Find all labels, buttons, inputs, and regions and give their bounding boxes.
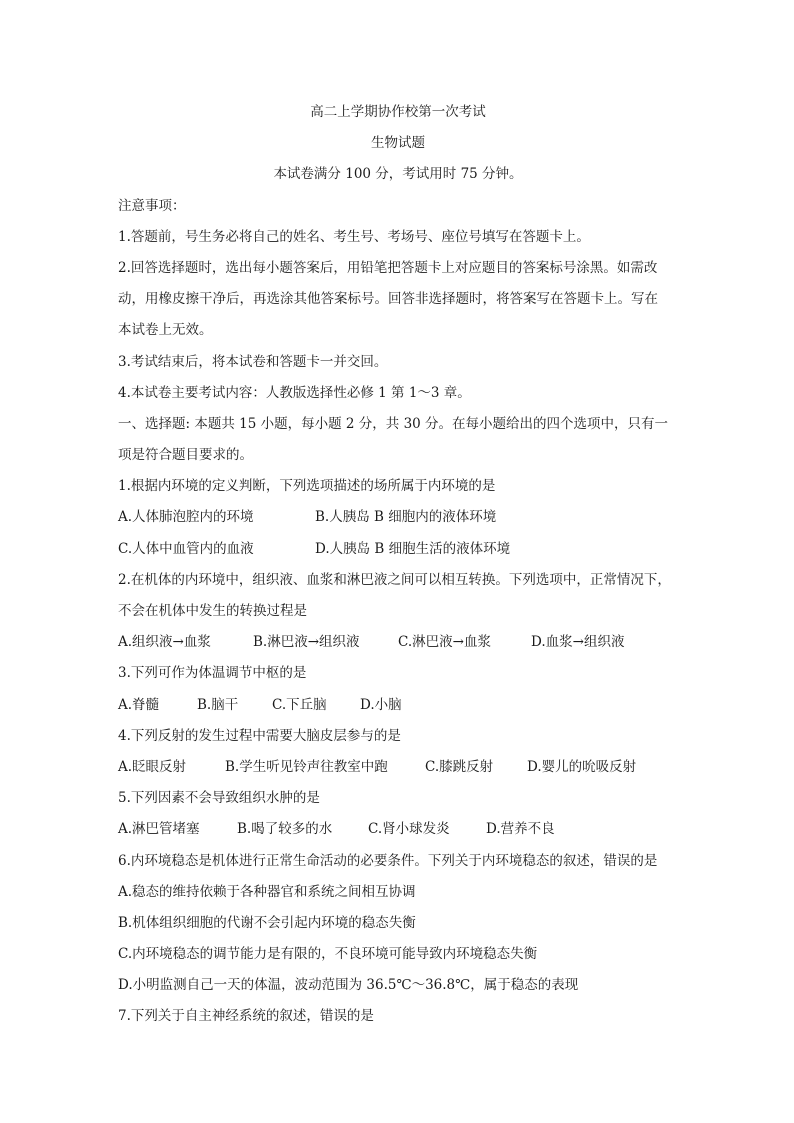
question-6-option-b: B.机体组织细胞的代谢不会引起内环境的稳态失衡 [118,914,416,931]
note-item-1: 1.答题前，号生务必将自己的姓名、考生号、考场号、座位号填写在答题卡上。 [118,228,590,245]
note-item-2-line-2: 动，用橡皮擦干净后，再选涂其他答案标号。回答非选择题时，将答案写在答题卡上。写在 [118,291,658,308]
exam-subject: 生物试题 [371,135,425,152]
question-2-option-c: C.淋巴液→血浆 [398,634,491,651]
question-5-option-b: B.喝了较多的水 [237,821,333,838]
question-5-option-a: A.淋巴管堵塞 [118,821,200,838]
question-6-option-c: C.内环境稳态的调节能力是有限的，不良环境可能导致内环境稳态失衡 [118,946,538,963]
question-6-option-d: D.小明监测自己一天的体温，波动范围为 36.5℃～36.8℃，属于稳态的表现 [118,977,579,994]
question-3-stem: 3.下列可作为体温调节中枢的是 [118,665,307,682]
question-2-options [118,627,678,658]
question-1-option-c: C.人体中血管内的血液 [118,540,254,557]
question-2-option-a: A.组织液→血浆 [118,634,211,651]
question-4-option-d: D.婴儿的吮吸反射 [527,758,637,775]
question-1-options-row-2 [118,534,678,565]
note-item-3: 3.考试结束后，将本试卷和答题卡一并交回。 [118,353,388,370]
question-4-option-b: B.学生听见铃声往教室中跑 [225,758,388,775]
question-6-stem: 6.内环境稳态是机体进行正常生命活动的必要条件。下列关于内环境稳态的叙述，错误的是 [118,852,658,869]
question-5-stem: 5.下列因素不会导致组织水肿的是 [118,790,320,807]
question-1-option-a: A.人体肺泡腔内的环境 [118,509,254,526]
question-3-option-a: A.脊髓 [118,696,160,713]
question-7-stem: 7.下列关于自主神经系统的叙述，错误的是 [118,1008,374,1025]
question-4-options [118,752,678,783]
question-1-option-d: D.人胰岛 B 细胞生活的液体环境 [315,540,511,557]
note-item-2-line-3: 本试卷上无效。 [118,322,213,339]
question-1-options-row-1 [118,502,678,533]
exam-info: 本试卷满分 100 分，考试用时 75 分钟。 [273,166,523,183]
question-1-option-b: B.人胰岛 B 细胞内的液体环境 [315,509,497,526]
note-item-2-line-1: 2.回答选择题时，选出每小题答案后，用铅笔把答题卡上对应题目的答案标号涂黑。如需改 [118,259,658,276]
question-3-option-c: C.下丘脑 [272,696,327,713]
question-2-option-b: B.淋巴液→组织液 [253,634,360,651]
question-5-options [118,814,678,845]
question-5-option-c: C.肾小球发炎 [368,821,450,838]
question-1-stem: 1.根据内环境的定义判断，下列选项描述的场所属于内环境的是 [118,478,496,495]
question-3-option-b: B.脑干 [197,696,239,713]
question-3-options [118,690,678,721]
question-5-option-d: D.营养不良 [486,821,555,838]
notes-heading: 注意事项： [118,197,186,214]
question-4-stem: 4.下列反射的发生过程中需要大脑皮层参与的是 [118,727,401,744]
question-3-option-d: D.小脑 [360,696,402,713]
question-4-option-a: A.眨眼反射 [118,758,187,775]
question-2-option-d: D.血浆→组织液 [531,634,625,651]
question-4-option-c: C.膝跳反射 [425,758,494,775]
question-2-stem-line-2: 不会在机体中发生的转换过程是 [118,603,307,619]
section-heading-line-2: 项是符合题目要求的。 [118,447,253,464]
exam-title: 高二上学期协作校第一次考试 [310,104,486,120]
exam-content [118,97,678,1033]
question-2-stem-line-1: 2.在机体的内环境中，组织液、血浆和淋巴液之间可以相互转换。下列选项中，正常情况下， [118,571,671,588]
note-item-4: 4.本试卷主要考试内容：人教版选择性必修 1 第 1～3 章。 [118,384,471,401]
section-heading-line-1: 一、选择题: 本题共 15 小题，每小题 2 分，共 30 分。在每小题给出的四个选项中，只有一 [118,415,669,432]
question-6-option-a: A.稳态的维持依赖于各种器官和系统之间相互协调 [118,883,416,900]
